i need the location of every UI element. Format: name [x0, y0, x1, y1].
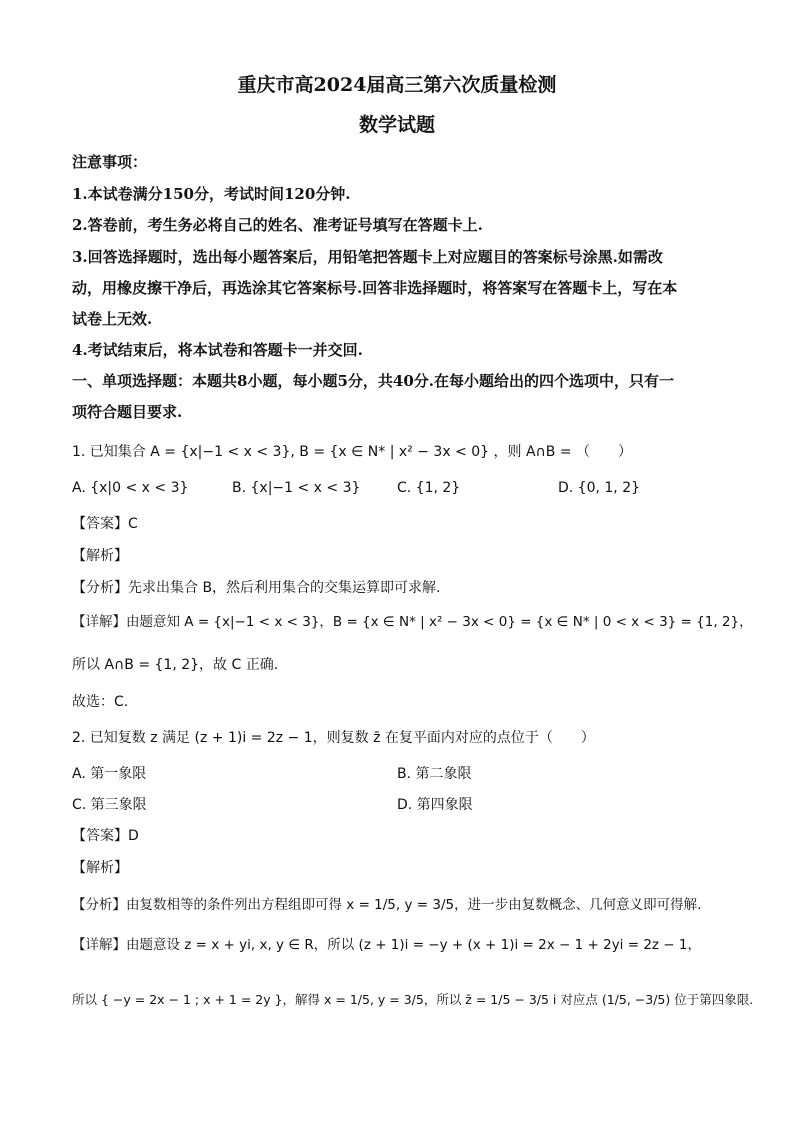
- page-subtitle: 数学试题: [358, 114, 435, 136]
- notice-heading: 注意事项：: [72, 153, 148, 171]
- notice-item-2: 2.答卷前，考生务必将自己的姓名、准考证号填写在答题卡上.: [72, 216, 483, 234]
- question-1-analysis-label: 【解析】: [72, 548, 128, 564]
- question-2-answer: 【答案】D: [72, 828, 139, 844]
- question-1-stem: 1. 已知集合 A = {x|−1 < x < 3}, B = {x ∈ N* | x² − 3x < 0} ，则 A∩B = （ ）: [72, 444, 633, 460]
- page-title: 重庆市高2024届高三第六次质量检测: [237, 74, 557, 96]
- section-heading: 一、单项选择题：本题共8小题，每小题5分，共40分.在每小题给出的四个选项中，只有一: [72, 372, 674, 390]
- question-2-option-c: C. 第三象限: [72, 797, 147, 813]
- notice-item-3: 3.回答选择题时，选出每小题答案后，用铅笔把答题卡上对应题目的答案标号涂黑.如需改: [72, 248, 663, 266]
- question-2-fenxi: 【分析】由复数相等的条件列出方程组即可得 x = 1/5, y = 3/5，进一步由复数概念、几何意义即可得解.: [72, 897, 702, 913]
- question-1-option-c: C. {1, 2}: [397, 480, 461, 496]
- question-2-option-d: D. 第四象限: [397, 797, 473, 813]
- question-1-fenxi: 【分析】先求出集合 B，然后利用集合的交集运算即可求解.: [72, 580, 441, 596]
- section-heading-cont: 项符合题目要求.: [72, 403, 183, 421]
- question-2-detail-1: 【详解】由题意设 z = x + yi, x, y ∈ R，所以 (z + 1)i = −y + (x + 1)i = 2x − 1 + 2yi = 2z − 1，: [72, 937, 701, 953]
- question-1-detail-1: 【详解】由题意知 A = {x|−1 < x < 3}，B = {x ∈ N* | x² − 3x < 0} = {x ∈ N* | 0 < x < 3} = {1, 2}，: [72, 614, 753, 630]
- question-1-option-a: A. {x|0 < x < 3}: [72, 480, 189, 496]
- question-2-option-b: B. 第二象限: [397, 766, 472, 782]
- question-2-detail-2: 所以 { −y = 2x − 1 ; x + 1 = 2y }，解得 x = 1/5, y = 3/5，所以 z̄ = 1/5 − 3/5 i 对应点 (1/5, −3/5) 位于第四象限.: [72, 992, 754, 1007]
- question-2-stem: 2. 已知复数 z 满足 (z + 1)i = 2z − 1，则复数 z̄ 在复平面内对应的点位于（ ）: [72, 730, 595, 746]
- question-1-option-d: D. {0, 1, 2}: [558, 480, 641, 496]
- question-1-option-b: B. {x|−1 < x < 3}: [232, 480, 361, 496]
- notice-item-3-cont: 动，用橡皮擦干净后，再选涂其它答案标号.回答非选择题时，将答案写在答题卡上，写在本: [72, 279, 678, 297]
- question-2-option-a: A. 第一象限: [72, 766, 147, 782]
- notice-item-3-cont2: 试卷上无效.: [72, 310, 153, 328]
- notice-item-1: 1.本试卷满分150分，考试时间120分钟.: [72, 185, 351, 203]
- question-1-answer: 【答案】C: [72, 516, 138, 532]
- notice-item-4: 4.考试结束后，将本试卷和答题卡一并交回.: [72, 341, 363, 359]
- question-2-analysis-label: 【解析】: [72, 860, 128, 876]
- question-1-detail-2: 所以 A∩B = {1, 2}，故 C 正确.: [72, 657, 279, 673]
- question-1-choose: 故选：C.: [72, 694, 129, 710]
